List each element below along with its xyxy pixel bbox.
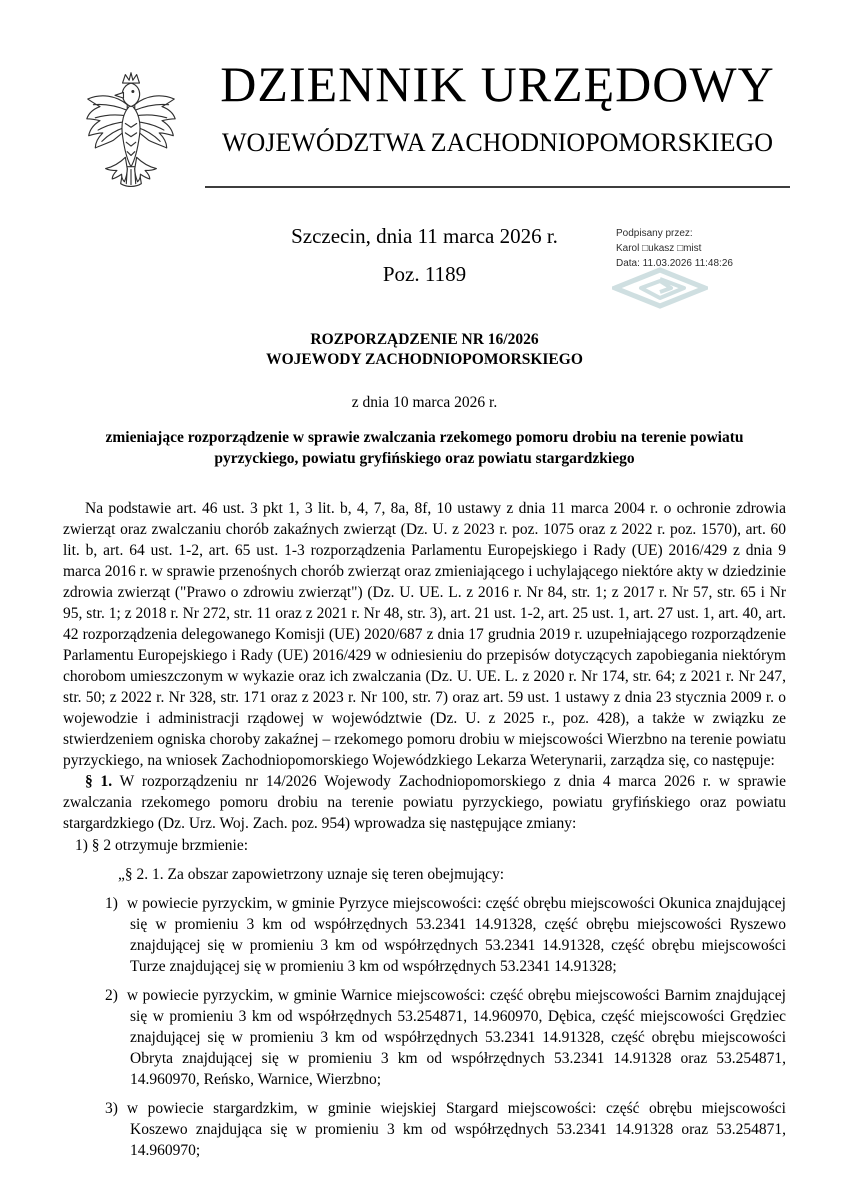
- act-title-line2: WOJEWODY ZACHODNIOPOMORSKIEGO: [266, 351, 583, 368]
- signed-by-label: Podpisany przez:: [616, 228, 693, 239]
- masthead-divider: [205, 186, 790, 188]
- preamble-paragraph: Na podstawie art. 46 ust. 3 pkt 1, 3 lit. b, 4, 7, 8a, 8f, 10 ustawy z dnia 11 marca 2004 r. o ochronie zdrowia zwierząt oraz zwalczaniu chorób zakaźnych zwierząt (Dz. U. z 2023 r. poz. 1075 oraz z 2022 r. poz. 1570), art. 60 lit. b, art. 64 ust. 1-2, art. 65 ust. 1-3 rozporządzenia Parlamentu Europejskiego i Rady (UE) 2016/429 z dnia 9 marca 2016 r. w sprawie przenośnych chorób zwierząt oraz zmieniającego i uchylającego niektóre akty w dziedzinie zdrowia zwierząt ("Prawo o zdrowiu zwierząt") (Dz. U. UE. L. z 2016 r. Nr 84, str. 1; z 2017 r. Nr 57, str. 65 i Nr 95, str. 1; z 2018 r. Nr 272, str. 11 oraz z 2021 r. Nr 48, str. 3), art. 21 ust. 1-2, art. 25 ust. 1, art. 27 ust. 1, art. 40, art. 42 rozporządzenia delegowanego Komisji (UE) 2020/687 z dnia 17 grudnia 2019 r. uzupełniającego rozporządzenie Parlamentu Europejskiego i Rady (UE) 2016/429 w odniesieniu do przepisów dotyczących zapobiegania niektórym chorobom umieszczonym w wykazie oraz ich zwalczania (Dz. U. UE. L. z 2020 r. Nr 174, str. 64; z 2021 r. Nr 247, str. 50; z 2022 r. Nr 328, str. 171 oraz z 2023 r. Nr 100, str. 7) oraz art. 59 ust. 1 ustawy z dnia 23 stycznia 2009 r. o wojewodzie i administracji rządowej w województwie (Dz. U. z 2025 r., poz. 428), a także w związku ze stwierdzeniem ogniska choroby zakaźnej – rzekomego pomoru drobiu w miejscowości Wierzbno na terenie powiatu pyrzyckiego, na wniosek Zachodniopomorskiego Wojewódzkiego Lekarza Weterynarii, zarządza się, co następuje:: [63, 500, 787, 769]
- signature-date: Data: 11.03.2026 11:48:26: [616, 258, 733, 269]
- coat-of-arms-eagle-icon: [84, 70, 178, 192]
- amendment-list-item: 1) § 2 otrzymuje brzmienie:: [75, 837, 249, 854]
- quoted-paragraph-intro: „§ 2. 1. Za obszar zapowietrzony uznaje się teren obejmujący:: [118, 866, 505, 883]
- zone-item-text: w powiecie pyrzyckim, w gminie Warnice miejscowości: część obrębu miejscowości Barnim znajdującej się w promieniu 3 km od współrzędnych 53.254871, 14.960970, Dębica, część miejscowości Grędziec znajdującej się w promieniu 3 km od współrzędnych 53.2341 14.91328, część obrębu miejscowości Obryta znajdującej się w promieniu 3 km od współrzędnych 53.2341 14.91328 oraz 53.254871, 14.960970, Reńsko, Warnice, Wierzbno;: [126, 987, 786, 1088]
- position-number: Poz. 1189: [382, 262, 467, 286]
- act-date-line: z dnia 10 marca 2026 r.: [351, 394, 498, 411]
- zone-item-number: 1): [105, 895, 118, 912]
- section-1-label: § 1.: [85, 773, 113, 790]
- zone-item-text: w powiecie stargardzkim, w gminie wiejskiej Stargard miejscowości: część obrębu miejscowości Koszewo znajdująca się w promieniu 3 km od współrzędnych 53.2341 14.91328 oraz 53.254871, 14.960970;: [126, 1100, 786, 1159]
- zone-item-number: 2): [105, 987, 118, 1004]
- zone-item-number: 3): [105, 1100, 118, 1117]
- zone-item: [63, 893, 786, 977]
- signature-block: [616, 226, 786, 271]
- zone-item: [63, 985, 786, 1090]
- section-1-paragraph: [63, 771, 786, 834]
- zone-item-text: w powiecie pyrzyckim, w gminie Pyrzyce miejscowości: część obrębu miejscowości Okunica znajdującej się w promieniu 3 km od współrzędnych 53.2341 14.91328, część obrębu miejscowości Ryszewo znajdującej się w promieniu 3 km od współrzędnych 53.2341 14.91328, część obrębu miejscowości Turze znajdującej się w promieniu 3 km od współrzędnych 53.2341 14.91328;: [126, 895, 786, 975]
- signer-name: Karol □ukasz □mist: [616, 243, 702, 254]
- act-title-line1: ROZPORZĄDZENIE NR 16/2026: [310, 331, 539, 348]
- section-1-text: W rozporządzeniu nr 14/2026 Wojewody Zachodniopomorskiego z dnia 4 marca 2026 r. w sprawie zwalczania rzekomego pomoru drobiu na terenie powiatu pyrzyckiego, powiatu gryfińskiego oraz powiatu stargardzkiego (Dz. Urz. Woj. Zach. poz. 954) wprowadza się następujące zmiany:: [63, 773, 786, 832]
- act-subject: zmieniające rozporządzenie w sprawie zwalczania rzekomego pomoru drobiu na terenie powiatu pyrzyckiego, powiatu gryfińskiego oraz powiatu stargardzkiego: [105, 429, 744, 467]
- zone-item: [63, 1098, 786, 1161]
- masthead: [205, 56, 790, 188]
- gazette-title: DZIENNIK URZĘDOWY: [220, 56, 775, 112]
- e-signature-stamp-icon: [612, 267, 708, 309]
- gazette-subtitle: WOJEWÓDZTWA ZACHODNIOPOMORSKIEGO: [221, 128, 773, 157]
- act-content: [63, 330, 786, 1161]
- place-date-line: Szczecin, dnia 11 marca 2026 r.: [291, 224, 558, 248]
